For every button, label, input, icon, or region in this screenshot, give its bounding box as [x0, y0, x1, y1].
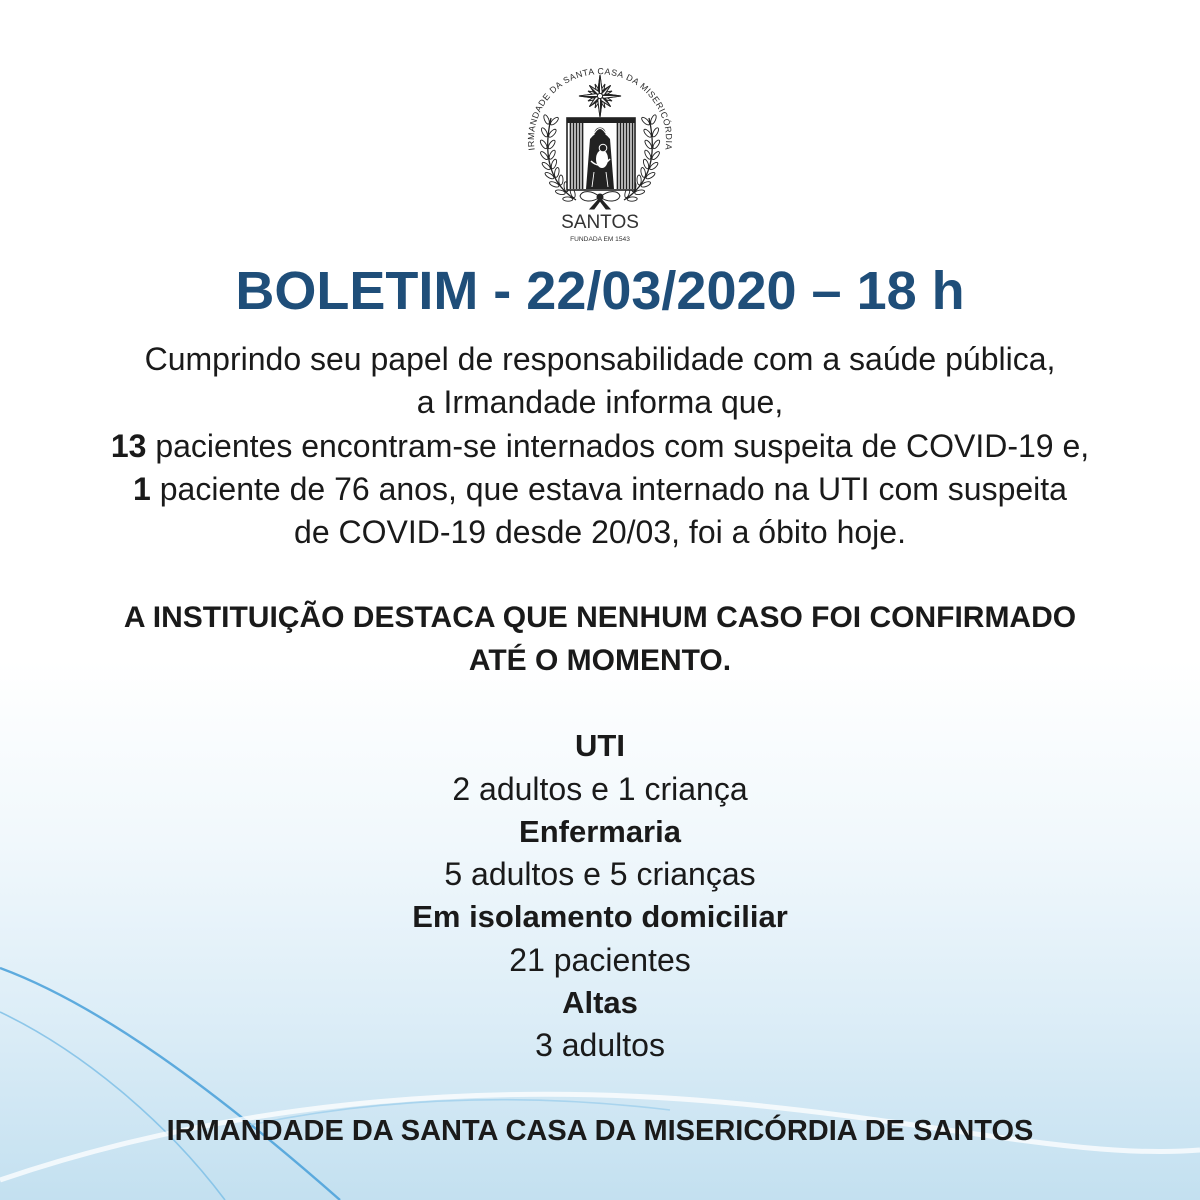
seal-ring-text-path: IRMANDADE DA SANTA CASA DA MISERICÓRDIA [525, 66, 675, 152]
star-center [597, 93, 602, 98]
intro-line-text: Cumprindo seu papel de responsabilidade com a saúde pública, [144, 341, 1056, 377]
star-icon [579, 75, 621, 117]
ribbon-knot [597, 194, 603, 200]
laurel-leaf [559, 175, 564, 185]
stat-ward [0, 811, 1200, 897]
child-head [599, 144, 607, 152]
stat-uti [0, 725, 1200, 811]
intro-line [0, 468, 1200, 511]
stat-label: UTI [575, 728, 625, 763]
institution-footer: IRMANDADE DA SANTA CASA DA MISERICÓRDIA DE SANTOS [166, 1115, 1034, 1147]
intro-line [0, 425, 1200, 468]
stat-label: Em isolamento domiciliar [412, 899, 788, 934]
intro-line [0, 338, 1200, 381]
intro-line-text: pacientes encontram-se internados com suspeita de COVID-19 e, [146, 427, 1090, 464]
stat-label: Altas [562, 984, 638, 1020]
intro-paragraph [0, 338, 1200, 554]
laurel-leaf [548, 149, 556, 160]
intro-line [0, 381, 1200, 424]
intro-line [0, 511, 1200, 554]
laurel-leaf [651, 127, 659, 138]
laurel-leaf [543, 114, 551, 125]
laurel-leaf [652, 139, 661, 150]
figure-head [595, 128, 606, 139]
stat-value: 5 adultos e 5 crianças [444, 856, 756, 893]
stat-discharges [0, 982, 1200, 1068]
stat-value: 21 pacientes [509, 941, 691, 978]
shield-top-band [567, 118, 635, 123]
shield-icon [567, 118, 635, 190]
intro-line-text: a Irmandade informa que, [416, 384, 784, 421]
laurel-leaf [554, 167, 560, 178]
no-confirmed-cases-notice [0, 596, 1200, 682]
intro-line-text: paciente de 76 anos, que estava internado na UTI com suspeita [150, 470, 1067, 507]
death-count: 1 [133, 470, 151, 507]
notice-line: ATÉ O MOMENTO. [468, 644, 732, 677]
laurel-leaf [644, 139, 653, 150]
seal-founded-text: FUNDADA EM 1543 [570, 236, 630, 243]
laurel-leaf [637, 175, 642, 185]
laurel-leaf [640, 167, 646, 178]
ribbon-icon [580, 192, 620, 209]
laurel-leaf [650, 114, 658, 125]
bulletin-title: BOLETIM - 22/03/2020 – 18 h [235, 261, 965, 321]
stat-label: Enfermaria [519, 813, 681, 849]
stat-value: 2 adultos e 1 criança [452, 770, 748, 807]
laurel-leaf [627, 197, 637, 202]
laurel-leaf [547, 139, 556, 150]
patient-stats [0, 725, 1200, 1067]
laurel-leaf [539, 139, 548, 150]
laurel-leaf [644, 149, 652, 160]
notice-line: A INSTITUIÇÃO DESTACA QUE NENHUM CASO FOI CONFIRMADO [123, 601, 1077, 634]
laurel-leaf [540, 127, 548, 138]
stat-home-isolation [0, 896, 1200, 982]
santa-casa-seal [520, 60, 680, 250]
seal-city-name: SANTOS [561, 212, 639, 233]
intro-line-text: de COVID-19 desde 20/03, foi a óbito hoje. [294, 514, 906, 551]
stat-value: 3 adultos [535, 1027, 665, 1064]
suspected-patients-count: 13 [110, 427, 147, 464]
laurel-leaf [563, 197, 573, 202]
